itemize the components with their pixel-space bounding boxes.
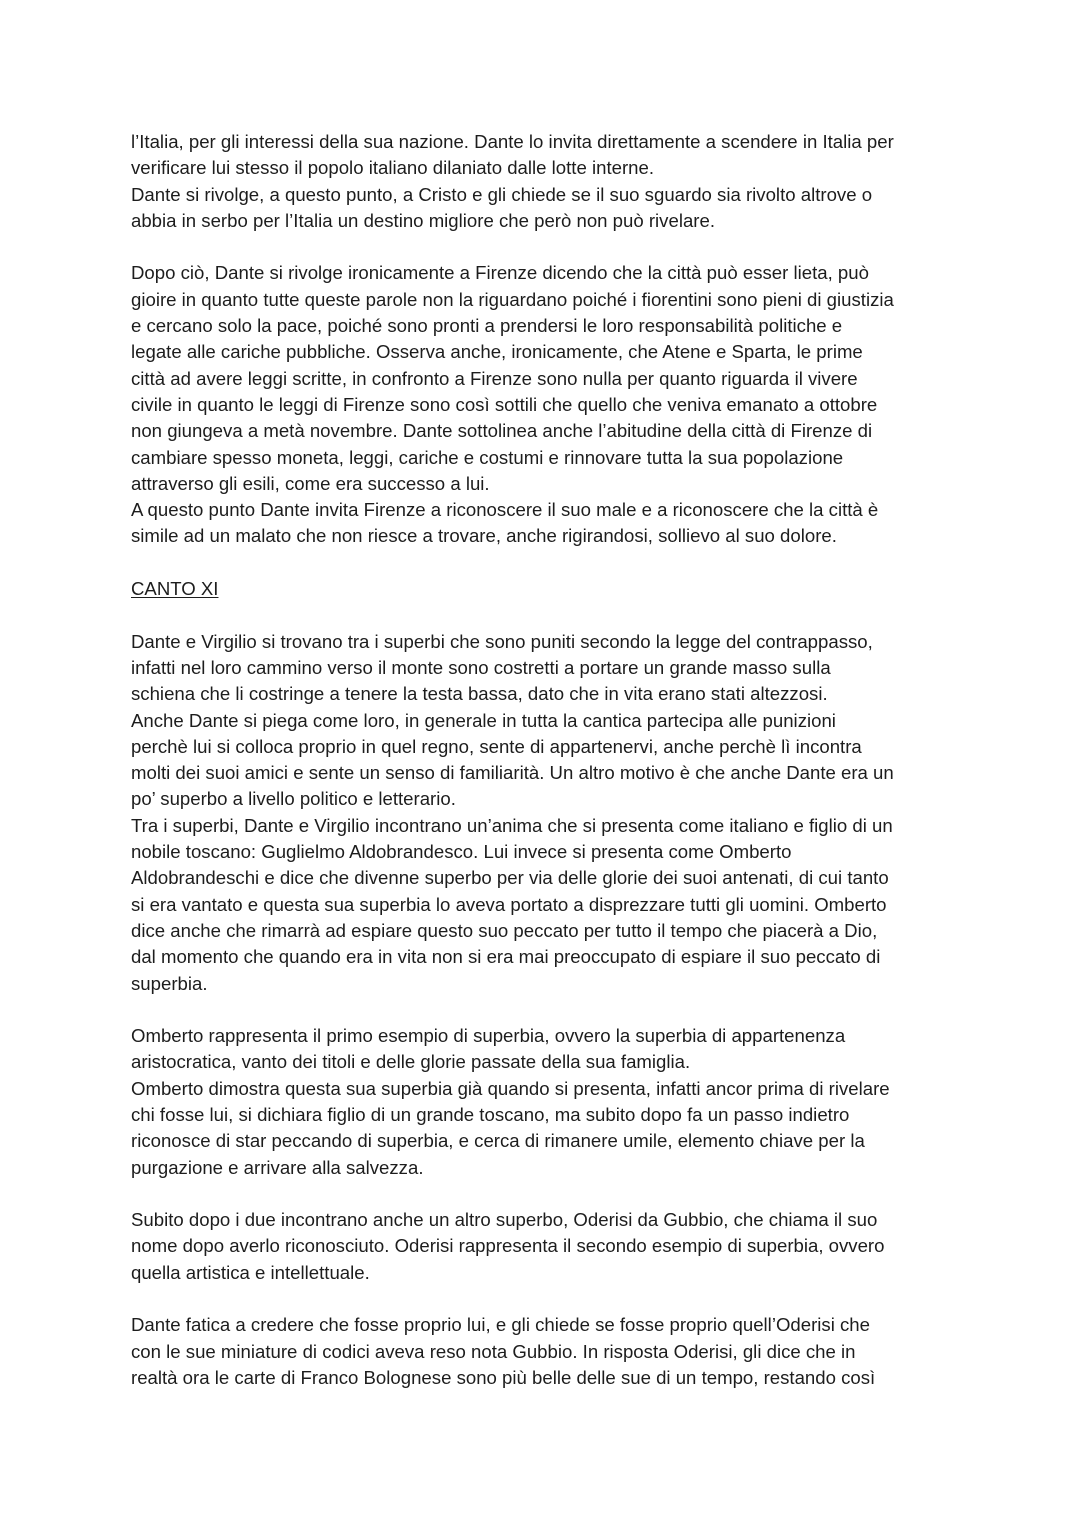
text-line: superbia.	[131, 972, 208, 994]
text-line: l’Italia, per gli interessi della sua nazione. Dante lo invita direttamente a scendere in Italia per	[131, 131, 894, 152]
text-line: non giungeva a metà novembre. Dante sottolinea anche l’abitudine della città di Firenze di	[131, 420, 873, 442]
text-line: gioire in quanto tutte queste parole non la riguardano poiché i fiorentini sono pieni di giustizia	[131, 288, 894, 310]
document-body	[131, 129, 961, 1391]
text-line: legate alle cariche pubbliche. Osserva anche, ironicamente, che Atene e Sparta, le prime	[131, 341, 863, 363]
text-line: chi fosse lui, si dichiara figlio di un grande toscano, ma subito dopo fa un passo indietro	[131, 1103, 850, 1125]
paragraph	[131, 260, 961, 549]
text-line: A questo punto Dante invita Firenze a riconoscere il suo male e a riconoscere che la città è	[131, 499, 879, 521]
paragraph	[131, 1207, 961, 1286]
paragraph	[131, 1312, 961, 1391]
text-line: dal momento che quando era in vita non si era mai preoccupato di espiare il suo peccato di	[131, 946, 881, 968]
paragraph-spacer	[131, 602, 961, 628]
paragraph	[131, 629, 961, 997]
text-line: Dopo ciò, Dante si rivolge ironicamente a Firenze dicendo che la città può esser lieta, può	[131, 262, 869, 284]
canto-heading: CANTO XI	[131, 578, 219, 600]
text-line: Dante fatica a credere che fosse proprio lui, e gli chiede se fosse proprio quell’Oderisi che	[131, 1314, 870, 1336]
text-line: quella artistica e intellettuale.	[131, 1261, 370, 1283]
text-line: realtà ora le carte di Franco Bolognese sono più belle delle sue di un tempo, restando così	[131, 1366, 876, 1388]
text-line: si era vantato e questa sua superbia lo aveva portato a disprezzare tutti gli uomini. Omberto	[131, 893, 887, 915]
text-line: infatti nel loro cammino verso il monte sono costretti a portare un grande masso sulla	[131, 656, 831, 678]
text-line: Tra i superbi, Dante e Virgilio incontrano un’anima che si presenta come italiano e figlio di un	[131, 814, 893, 836]
text-line: cambiare spesso moneta, leggi, cariche e costumi e rinnovare tutta la sua popolazione	[131, 446, 844, 468]
paragraph-spacer	[131, 1286, 961, 1312]
paragraph-spacer	[131, 997, 961, 1023]
text-line: Omberto rappresenta il primo esempio di superbia, ovvero la superbia di appartenenza	[131, 1025, 846, 1047]
text-line: dice anche che rimarrà ad espiare questo suo peccato per tutto il tempo che piacerà a Dio,	[131, 919, 878, 941]
text-line: Omberto dimostra questa sua superbia già quando si presenta, infatti ancor prima di rivelare	[131, 1077, 890, 1099]
text-line: Dante e Virgilio si trovano tra i superbi che sono puniti secondo la legge del contrappasso,	[131, 630, 873, 652]
text-line: schiena che li costringe a tenere la testa bassa, dato che in vita erano stati altezzosi.	[131, 683, 828, 705]
text-line: verificare lui stesso il popolo italiano dilaniato dalle lotte interne.	[131, 157, 654, 179]
section-heading	[131, 576, 961, 602]
paragraph-spacer	[131, 550, 961, 576]
text-line: riconosce di star peccando di superbia, e cerca di rimanere umile, elemento chiave per la	[131, 1130, 865, 1152]
text-line: con le sue miniature di codici aveva reso nota Gubbio. In risposta Oderisi, gli dice che in	[131, 1340, 856, 1362]
text-line: e cercano solo la pace, poiché sono pronti a prendersi le loro responsabilità politiche e	[131, 315, 843, 337]
text-line: nobile toscano: Guglielmo Aldobrandesco. Lui invece si presenta come Omberto	[131, 841, 792, 863]
paragraph-spacer	[131, 234, 961, 260]
text-line: po’ superbo a livello politico e letterario.	[131, 788, 456, 810]
text-line: Dante si rivolge, a questo punto, a Cristo e gli chiede se il suo sguardo sia rivolto altrove o	[131, 183, 873, 205]
text-line: molti dei suoi amici e sente un senso di familiarità. Un altro motivo è che anche Dante era un	[131, 762, 894, 784]
text-line: Anche Dante si piega come loro, in generale in tutta la cantica partecipa alle punizioni	[131, 709, 836, 731]
text-line: simile ad un malato che non riesce a trovare, anche rigirandosi, sollievo al suo dolore.	[131, 525, 837, 547]
text-line: abbia in serbo per l’Italia un destino migliore che però non può rivelare.	[131, 209, 715, 231]
text-line: civile in quanto le leggi di Firenze sono così sottili che quello che veniva emanato a ottobre	[131, 393, 878, 415]
text-line: nome dopo averlo riconosciuto. Oderisi rappresenta il secondo esempio di superbia, ovvero	[131, 1235, 885, 1257]
text-line: Aldobrandeschi e dice che divenne superbo per via delle glorie dei suoi antenati, di cui tanto	[131, 867, 889, 889]
text-line: purgazione e arrivare alla salvezza.	[131, 1156, 424, 1178]
paragraph-spacer	[131, 1181, 961, 1207]
text-line: aristocratica, vanto dei titoli e delle glorie passate della sua famiglia.	[131, 1051, 691, 1073]
paragraph	[131, 129, 961, 234]
paragraph	[131, 1023, 961, 1181]
text-line: attraverso gli esili, come era successo a lui.	[131, 472, 490, 494]
text-line: perchè lui si colloca proprio in quel regno, sente di appartenervi, anche perchè lì incontra	[131, 735, 862, 757]
text-line: Subito dopo i due incontrano anche un altro superbo, Oderisi da Gubbio, che chiama il suo	[131, 1209, 878, 1231]
text-line: città ad avere leggi scritte, in confronto a Firenze sono nulla per quanto riguarda il vivere	[131, 367, 858, 389]
